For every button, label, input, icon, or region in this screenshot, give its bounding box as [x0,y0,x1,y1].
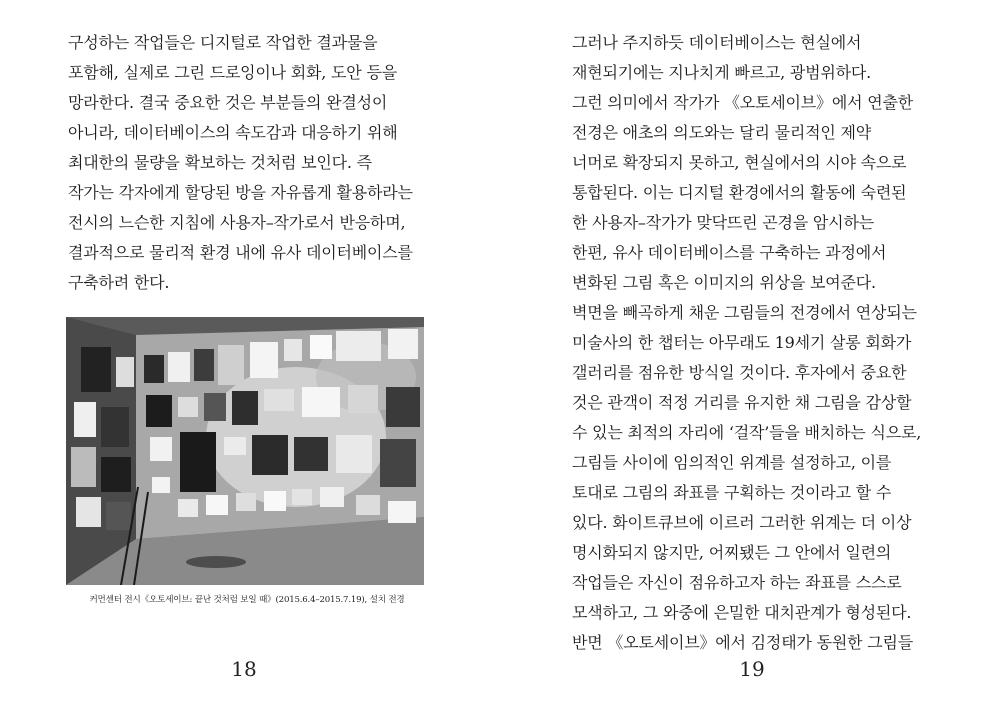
text-line: 모색하고, 그 와중에 은밀한 대치관계가 형성된다. [572,603,912,622]
left-body-text [68,28,413,298]
text-line: 구축하려 한다. [68,273,170,292]
text-line: 한편, 유사 데이터베이스를 구축하는 과정에서 [572,243,887,262]
text-line: 재현되기에는 지나치게 빠르고, 광범위하다. [572,63,872,82]
text-line: 통합된다. 이는 디지털 환경에서의 활동에 숙련된 [572,183,907,202]
text-line: 있다. 화이트큐브에 이르러 그러한 위계는 더 이상 [572,513,912,532]
text-line: 결과적으로 물리적 환경 내에 유사 데이터베이스를 [68,243,413,262]
text-line: 작가는 각자에게 할당된 방을 자유롭게 활용하라는 [68,183,413,202]
text-line: 그런 의미에서 작가가 《오토세이브》에서 연출한 [572,93,914,112]
text-line: 변화된 그림 혹은 이미지의 위상을 보여준다. [572,273,876,292]
text-line: 너머로 확장되지 못하고, 현실에서의 시야 속으로 [572,153,907,172]
text-line: 것은 관객이 적정 거리를 유지한 채 그림을 감상할 [572,393,912,412]
photo-caption: 커먼센터 전시《오토세이브: 끝난 것처럼 보일 때》(2015.6.4–2015.7.19), 설치 전경 [89,595,405,605]
page-number-left: 18 [231,657,257,681]
text-line: 전시의 느슨한 지침에 사용자–작가로서 반응하며, [68,213,406,232]
right-body-text [572,28,921,658]
text-line: 그림들 사이에 임의적인 위계를 설정하고, 이를 [572,453,892,472]
text-line: 벽면을 빼곡하게 채운 그림들의 전경에서 연상되는 [572,303,917,322]
text-line: 반면 《오토세이브》에서 김정태가 동원한 그림들 [572,633,914,652]
text-line: 망라한다. 결국 중요한 것은 부분들의 완결성이 [68,93,388,112]
text-line: 수 있는 최적의 자리에 ‘걸작’들을 배치하는 식으로, [572,423,922,442]
text-line: 아니라, 데이터베이스의 속도감과 대응하기 위해 [68,123,398,142]
text-line: 미술사의 한 챕터는 아무래도 19세기 살롱 회화가 [572,333,912,352]
text-line: 작업들은 자신이 점유하고자 하는 좌표를 스스로 [572,573,902,592]
installation-photo [66,317,424,585]
text-line: 최대한의 물량을 확보하는 것처럼 보인다. 즉 [68,153,372,172]
text-line: 포함해, 실제로 그린 드로잉이나 회화, 도안 등을 [68,63,397,82]
page-number-right: 19 [739,657,765,681]
text-line: 구성하는 작업들은 디지털로 작업한 결과물을 [68,33,378,52]
text-line: 전경은 애초의 의도와는 달리 물리적인 제약 [572,123,872,142]
text-line: 토대로 그림의 좌표를 구획하는 것이라고 할 수 [572,483,892,502]
text-line: 갤러리를 점유한 방식일 것이다. 후자에서 중요한 [572,363,907,382]
text-line: 명시화되지 않지만, 어찌됐든 그 안에서 일련의 [572,543,892,562]
text-line: 그러나 주지하듯 데이터베이스는 현실에서 [572,33,862,52]
text-line: 한 사용자–작가가 맞닥뜨린 곤경을 암시하는 [572,213,874,232]
